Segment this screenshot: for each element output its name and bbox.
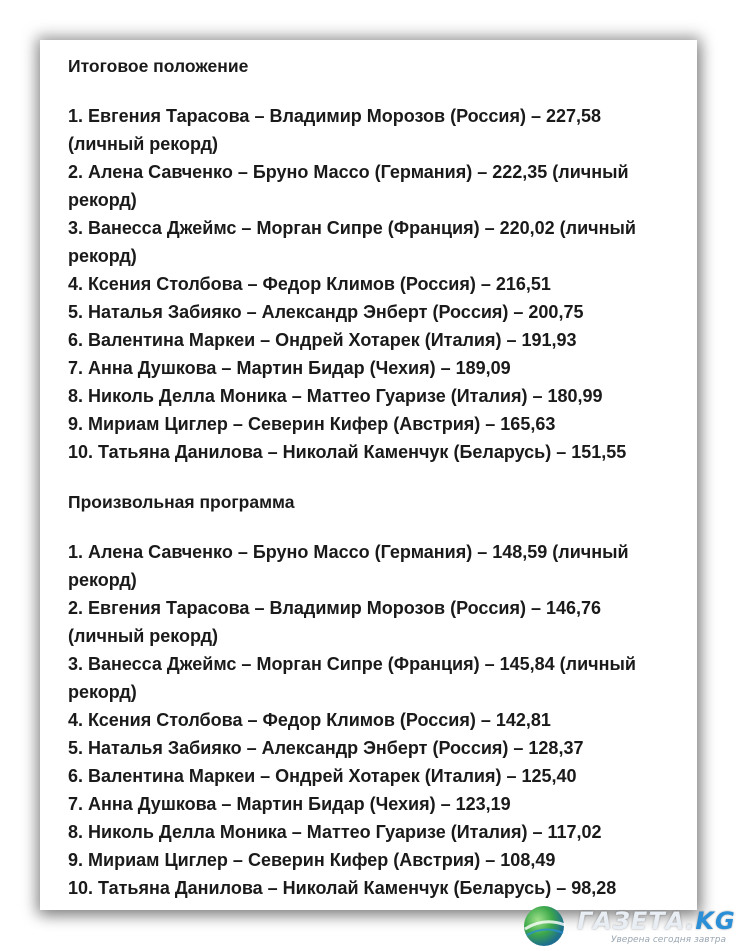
brand-tld: KG <box>695 907 736 935</box>
document-card <box>40 40 697 910</box>
list-item: 6. Валентина Маркеи – Ондрей Хотарек (Италия) – 125,40 <box>68 766 577 786</box>
list-item: 9. Мириам Циглер – Северин Кифер (Австрия) – 108,49 <box>68 850 556 870</box>
list-item: 10. Татьяна Данилова – Николай Каменчук (Беларусь) – 98,28 <box>68 878 617 898</box>
list-item: 2. Алена Савченко – Бруно Массо (Германия) – 222,35 (личный рекорд) <box>68 162 629 210</box>
list-item: 7. Анна Душкова – Мартин Бидар (Чехия) – 189,09 <box>68 358 511 378</box>
globe-icon <box>521 903 567 949</box>
section-title: Итоговое положение <box>68 56 249 76</box>
list-item: 2. Евгения Тарасова – Владимир Морозов (Россия) – 146,76 (личный рекорд) <box>68 598 602 646</box>
section-free-program <box>68 488 678 902</box>
list-item: 5. Наталья Забияко – Александр Энберт (Россия) – 200,75 <box>68 302 584 322</box>
brand-main: ГАЗЕТА. <box>577 907 696 935</box>
standings-list <box>68 102 678 466</box>
section-title: Произвольная программа <box>68 492 295 512</box>
list-item: 1. Алена Савченко – Бруно Массо (Германия) – 148,59 (личный рекорд) <box>68 542 629 590</box>
list-item: 1. Евгения Тарасова – Владимир Морозов (Россия) – 227,58 (личный рекорд) <box>68 106 602 154</box>
list-item: 7. Анна Душкова – Мартин Бидар (Чехия) – 123,19 <box>68 794 511 814</box>
list-item: 5. Наталья Забияко – Александр Энберт (Россия) – 128,37 <box>68 738 584 758</box>
list-item: 3. Ванесса Джеймс – Морган Сипре (Франция) – 220,02 (личный рекорд) <box>68 218 636 266</box>
brand-logo-text <box>577 907 736 935</box>
list-item: 6. Валентина Маркеи – Ондрей Хотарек (Италия) – 191,93 <box>68 330 577 350</box>
section-final-standings <box>68 52 678 466</box>
document-content <box>68 52 678 902</box>
list-item: 3. Ванесса Джеймс – Морган Сипре (Франция) – 145,84 (личный рекорд) <box>68 654 636 702</box>
list-item: 8. Николь Делла Моника – Маттео Гуаризе (Италия) – 180,99 <box>68 386 603 406</box>
site-watermark <box>515 893 736 951</box>
brand-tagline: Уверена сегодня завтра <box>611 935 727 945</box>
list-item: 9. Мириам Циглер – Северин Кифер (Австрия) – 165,63 <box>68 414 556 434</box>
list-item: 10. Татьяна Данилова – Николай Каменчук (Беларусь) – 151,55 <box>68 442 627 462</box>
free-program-list <box>68 538 678 902</box>
list-item: 4. Ксения Столбова – Федор Климов (Россия) – 216,51 <box>68 274 551 294</box>
list-item: 4. Ксения Столбова – Федор Климов (Россия) – 142,81 <box>68 710 551 730</box>
list-item: 8. Николь Делла Моника – Маттео Гуаризе (Италия) – 117,02 <box>68 822 602 842</box>
